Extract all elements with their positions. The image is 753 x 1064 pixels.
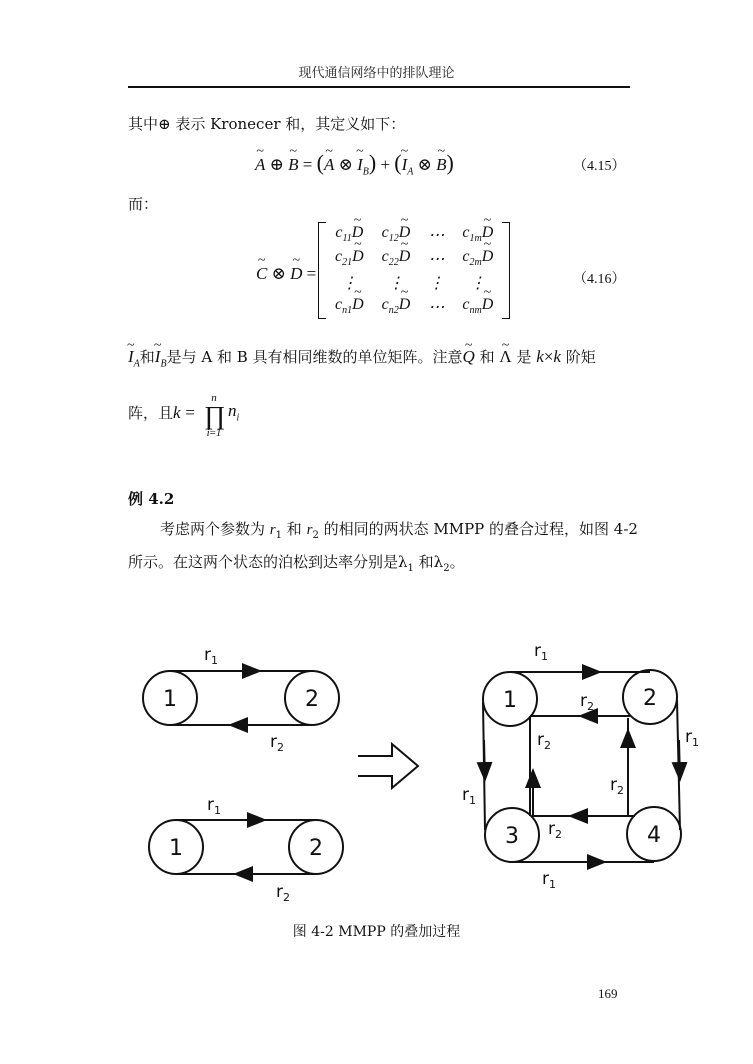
figure-caption: 图 4-2 MMPP 的叠加过程 (292, 924, 461, 940)
svg-text:r2: $r_2$ (580, 691, 594, 713)
state-4-label: 4 (647, 823, 661, 848)
identity-paragraph: ~ $I_A$和~ $I_B$是与 A 和 B 具有相同维数的单位矩阵。注意~ Q 和 ~ Λ 是 k×k 阶矩 (128, 346, 596, 375)
svg-text:r1: $r_1$ (542, 869, 556, 891)
equation-4-15: ~ A ⊕ ~ B = (~ A ⊗ ~ $I_B$) + (~ $I_A$ ⊗ ~ B) (255, 150, 454, 177)
er-text: 而： (128, 195, 159, 213)
running-header: 现代通信网络中的排队理论 (298, 66, 455, 81)
intro-text: 其中⊕ 表示 Kronecer 和，其定义如下： (128, 115, 406, 133)
svg-text:r2: $r_2$ (610, 775, 624, 797)
svg-text:r1: $r_1$ (204, 645, 218, 667)
product-term: $n_i$ (228, 401, 240, 424)
svg-text:r1: $r_1$ (207, 795, 221, 817)
svg-text:r2: $r_2$ (276, 882, 290, 904)
svg-text:r2: $r_2$ (537, 730, 551, 752)
equation-number-4-16: （4.16） (573, 272, 626, 287)
example-line-2: 所示。在这两个状态的泊松到达率分别是$\lambda_1$ 和$\lambda_2$。 (128, 553, 465, 574)
state-2-label: 2 (305, 687, 319, 712)
svg-text:r2: $r_2$ (270, 732, 284, 754)
state-1-label: 1 (503, 688, 517, 713)
equation-number-4-15: （4.15） (573, 159, 626, 174)
kronecker-matrix: $c_{11}\sim$ D $c_{12}\sim$ D ⋯ $c_{1m}\sim$ D $c_{21}\sim$ D $c_{22}\sim$ D ⋯ $c_{2m}\sim$ D ⋮ ⋮ ⋮ ⋮ $c_{n1}\sim$ D $c_{n2}\sim$ D ⋯ $c_{nm}\sim$ D (318, 222, 510, 319)
svg-text:r1: $r_1$ (534, 641, 548, 663)
svg-text:r2: $r_2$ (548, 819, 562, 841)
state-1-label: 1 (163, 687, 177, 712)
svg-text:r1: $r_1$ (462, 785, 476, 807)
header-rule (128, 86, 630, 88)
equation-4-16-lhs: ~ C ⊗ ~ D = (256, 264, 316, 284)
example-line-1: 考虑两个参数为 $r_1$ 和 $r_2$ 的相同的两状态 MMPP 的叠合过程，如图 4-2 (160, 520, 638, 541)
page-number: 169 (598, 986, 618, 1001)
state-2-label: 2 (309, 836, 323, 861)
state-1-label: 1 (169, 836, 183, 861)
svg-text:r1: $r_1$ (685, 727, 699, 749)
state-3-label: 3 (505, 824, 519, 849)
state-2-label: 2 (643, 686, 657, 711)
mmpp-superposition-figure (130, 630, 715, 910)
example-title: 例 4.2 (128, 490, 175, 508)
product-line: 阵，且k = (128, 403, 195, 422)
product-operator: n ∏ i=1 (204, 392, 226, 439)
superposition-arrow (358, 744, 418, 788)
